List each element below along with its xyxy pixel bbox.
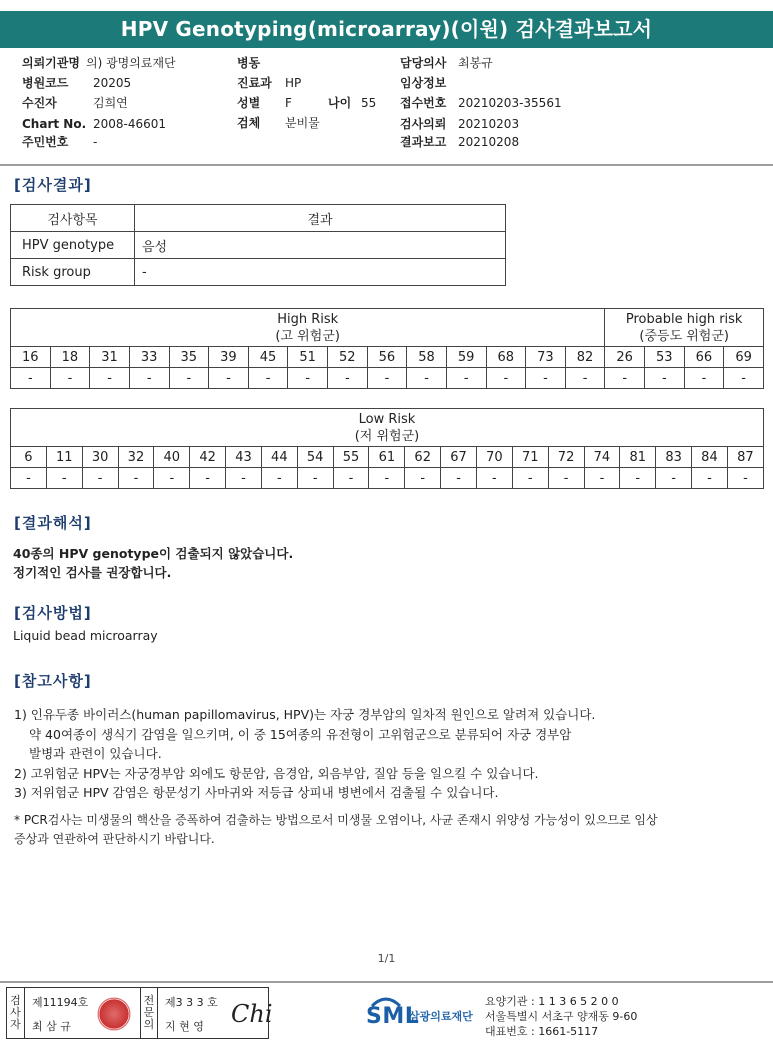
high-risk-table <box>10 308 764 389</box>
reference-notes <box>14 705 595 803</box>
high-risk-label-ko: (고 위험군) <box>275 328 340 344</box>
low-risk-table <box>10 408 764 489</box>
hpv-type-cell: 30 <box>82 447 118 468</box>
probable-high-risk-label-ko: (중등도 위험군) <box>639 328 729 344</box>
header-divider <box>0 164 773 166</box>
hpv-result-cell: - <box>446 368 486 389</box>
reference-line: 3) 저위험군 HPV 감염은 항문성기 사마귀와 저등급 상피내 병변에서 검출될 수 있습니다. <box>14 785 499 801</box>
hpv-result-cell: - <box>118 468 154 489</box>
org-logo-text: SML <box>366 1004 420 1029</box>
result-value: 음성 <box>135 232 506 259</box>
info-resident-no: 주민번호 - <box>22 135 98 149</box>
interpretation-line: 정기적인 검사를 권장합니다. <box>13 565 172 580</box>
hpv-result-cell: - <box>297 468 333 489</box>
section-result-heading: [검사결과] <box>14 176 92 194</box>
hpv-result-cell: - <box>82 468 118 489</box>
table-row <box>11 259 506 286</box>
hpv-type-cell: 66 <box>684 347 724 368</box>
footer-divider <box>0 981 773 983</box>
examiner-label-char: 검 <box>10 994 21 1007</box>
low-risk-types-row <box>11 447 764 468</box>
specialist-label-char: 전 <box>143 994 155 1007</box>
hpv-type-cell: 44 <box>261 447 297 468</box>
high-risk-results-row <box>11 368 764 389</box>
probable-high-risk-label: Probable high risk <box>625 311 743 327</box>
info-request-date: 검사의뢰 20210203 <box>400 117 520 131</box>
section-interpretation-heading: [결과해석] <box>14 514 92 532</box>
low-risk-results-row <box>11 468 764 489</box>
hpv-type-cell: 26 <box>605 347 645 368</box>
info-patient: 수진자 김희연 <box>22 96 128 110</box>
result-value: - <box>135 259 506 286</box>
org-info <box>485 994 637 1039</box>
low-risk-label: Low Risk <box>358 411 416 427</box>
interpretation-line: 40종의 HPV genotype이 검출되지 않았습니다. <box>13 546 294 561</box>
info-clinical: 임상정보 <box>400 76 447 90</box>
examiner-license: 제11194호 <box>32 996 89 1009</box>
hpv-result-cell: - <box>90 368 130 389</box>
hpv-result-cell: - <box>727 468 763 489</box>
hpv-result-cell: - <box>512 468 548 489</box>
hpv-result-cell: - <box>476 468 512 489</box>
examiner-label <box>7 988 25 1038</box>
hpv-result-cell: - <box>367 368 407 389</box>
low-risk-header <box>11 409 764 447</box>
info-hospital-code: 병원코드 20205 <box>22 76 132 90</box>
hpv-type-cell: 62 <box>405 447 441 468</box>
interpretation-text <box>13 544 293 582</box>
hpv-type-cell: 67 <box>441 447 477 468</box>
org-info-line: 대표번호 : 1661-5117 <box>485 1025 599 1038</box>
hpv-result-cell: - <box>584 468 620 489</box>
examiner-label-char: 사 <box>10 1006 21 1019</box>
hpv-result-cell: - <box>526 368 566 389</box>
reference-line: 1) 인유두종 바이러스(human papillomavirus, HPV)는 자궁 경부암의 일차적 원인으로 알려져 있습니다. <box>14 707 596 722</box>
hpv-result-cell: - <box>724 368 764 389</box>
hpv-type-cell: 18 <box>50 347 90 368</box>
page-number: 1/1 <box>377 952 396 965</box>
hpv-type-cell: 31 <box>90 347 130 368</box>
hpv-type-cell: 84 <box>692 447 728 468</box>
org-info-line: 서울특별시 서초구 양재동 9-60 <box>485 1010 638 1023</box>
hpv-type-cell: 68 <box>486 347 526 368</box>
hpv-type-cell: 71 <box>512 447 548 468</box>
result-table-header <box>11 205 506 232</box>
info-report-date: 결과보고 20210208 <box>400 135 520 149</box>
hpv-result-cell: - <box>261 468 297 489</box>
hpv-type-cell: 70 <box>476 447 512 468</box>
hpv-result-cell: - <box>369 468 405 489</box>
info-chart-no: Chart No. 2008-46601 <box>22 117 167 131</box>
specialist-name: 지 현 영 <box>165 1020 204 1033</box>
hpv-type-cell: 61 <box>369 447 405 468</box>
hpv-type-cell: 43 <box>226 447 262 468</box>
probable-high-risk-header <box>605 309 764 347</box>
hpv-result-cell: - <box>684 368 724 389</box>
hpv-type-cell: 87 <box>727 447 763 468</box>
org-name: 삼광의료재단 <box>409 1010 473 1023</box>
low-risk-label-ko: (저 위험군) <box>354 428 420 444</box>
hpv-type-cell: 74 <box>584 447 620 468</box>
hpv-type-cell: 69 <box>724 347 764 368</box>
hpv-result-cell: - <box>226 468 262 489</box>
examiner-label-char: 자 <box>10 1018 21 1031</box>
hpv-type-cell: 54 <box>297 447 333 468</box>
hpv-result-cell: - <box>209 368 249 389</box>
hpv-result-cell: - <box>620 468 656 489</box>
hpv-result-cell: - <box>407 368 447 389</box>
hpv-type-cell: 72 <box>548 447 584 468</box>
hpv-result-cell: - <box>565 368 605 389</box>
hpv-result-cell: - <box>692 468 728 489</box>
hpv-result-cell: - <box>248 368 288 389</box>
hpv-result-cell: - <box>11 468 47 489</box>
specialist-label <box>140 988 158 1038</box>
result-item: Risk group <box>11 259 135 286</box>
hpv-result-cell: - <box>328 368 368 389</box>
hpv-result-cell: - <box>441 468 477 489</box>
hpv-type-cell: 42 <box>190 447 226 468</box>
seal-stamp-icon <box>97 997 131 1031</box>
hpv-type-cell: 52 <box>328 347 368 368</box>
table-row <box>11 232 506 259</box>
reference-line: 약 40여종이 생식기 감염을 일으키며, 이 중 15여종의 유전형이 고위험군으로 분류되어 자궁 경부암 <box>29 726 572 742</box>
result-item: HPV genotype <box>11 232 135 259</box>
hpv-type-cell: 45 <box>248 347 288 368</box>
hpv-result-cell: - <box>656 468 692 489</box>
hpv-type-cell: 40 <box>154 447 190 468</box>
specialist-label-char: 의 <box>143 1018 155 1031</box>
hpv-type-cell: 56 <box>367 347 407 368</box>
method-text: Liquid bead microarray <box>13 628 158 643</box>
reference-line: 발병과 관련이 있습니다. <box>29 746 162 762</box>
section-method-heading: [검사방법] <box>14 604 92 622</box>
hpv-type-cell: 59 <box>446 347 486 368</box>
hpv-result-cell: - <box>605 368 645 389</box>
hpv-type-cell: 32 <box>118 447 154 468</box>
section-reference-heading: [참고사항] <box>14 672 92 690</box>
hpv-type-cell: 81 <box>620 447 656 468</box>
hpv-type-cell: 16 <box>11 347 51 368</box>
hpv-result-cell: - <box>154 468 190 489</box>
info-sex: 성별 F <box>237 96 292 110</box>
high-risk-header <box>11 309 605 347</box>
handwritten-signature: Chi <box>231 1000 273 1028</box>
hpv-type-cell: 35 <box>169 347 209 368</box>
hpv-result-cell: - <box>333 468 369 489</box>
org-info-line: 요양기관 : 1 1 3 6 5 2 0 0 <box>485 995 619 1008</box>
info-ward: 병동 <box>237 56 261 70</box>
hpv-type-cell: 33 <box>129 347 169 368</box>
result-table <box>10 204 506 286</box>
report-title: HPV Genotyping(microarray)(이원) 검사결과보고서 <box>0 11 773 48</box>
col-header-item: 검사항목 <box>11 205 135 232</box>
footnote-line: * PCR검사는 미생물의 핵산을 증폭하여 검출하는 방법으로서 미생물 오염이나, 사균 존재시 위양성 가능성이 있으므로 임상 <box>14 813 658 827</box>
hpv-type-cell: 55 <box>333 447 369 468</box>
hpv-result-cell: - <box>46 468 82 489</box>
high-risk-label: High Risk <box>277 311 339 327</box>
examiner-name: 최 삼 규 <box>32 1020 71 1033</box>
hpv-type-cell: 53 <box>645 347 685 368</box>
hpv-result-cell: - <box>645 368 685 389</box>
hpv-result-cell: - <box>129 368 169 389</box>
specialist-license: 제3 3 3 호 <box>165 996 218 1009</box>
hpv-result-cell: - <box>288 368 328 389</box>
high-risk-types-row <box>11 347 764 368</box>
pcr-footnote <box>14 811 754 849</box>
footnote-line: 증상과 연관하여 판단하시기 바랍니다. <box>14 832 215 846</box>
hpv-result-cell: - <box>405 468 441 489</box>
info-specimen: 검체 분비물 <box>237 116 320 130</box>
signature-box <box>6 987 273 1039</box>
specialist-label-char: 문 <box>143 1006 155 1019</box>
hpv-result-cell: - <box>190 468 226 489</box>
hpv-type-cell: 73 <box>526 347 566 368</box>
hpv-type-cell: 11 <box>46 447 82 468</box>
hpv-result-cell: - <box>486 368 526 389</box>
hpv-result-cell: - <box>548 468 584 489</box>
hpv-result-cell: - <box>169 368 209 389</box>
hpv-type-cell: 39 <box>209 347 249 368</box>
reference-line: 2) 고위험군 HPV는 자궁경부암 외에도 항문암, 음경암, 외음부암, 질암 등을 일으킬 수 있습니다. <box>14 765 539 781</box>
info-department: 진료과 HP <box>237 76 302 90</box>
info-org: 의뢰기관명 의) 광명의료재단 <box>22 56 176 70</box>
hpv-result-cell: - <box>11 368 51 389</box>
col-header-result: 결과 <box>135 205 506 232</box>
hpv-type-cell: 6 <box>11 447 47 468</box>
info-age: 나이 55 <box>328 96 377 110</box>
hpv-type-cell: 83 <box>656 447 692 468</box>
hpv-type-cell: 51 <box>288 347 328 368</box>
hpv-type-cell: 82 <box>565 347 605 368</box>
hpv-type-cell: 58 <box>407 347 447 368</box>
hpv-result-cell: - <box>50 368 90 389</box>
info-doctor: 담당의사 최봉규 <box>400 56 493 70</box>
info-receipt-no: 접수번호 20210203-35561 <box>400 96 562 110</box>
